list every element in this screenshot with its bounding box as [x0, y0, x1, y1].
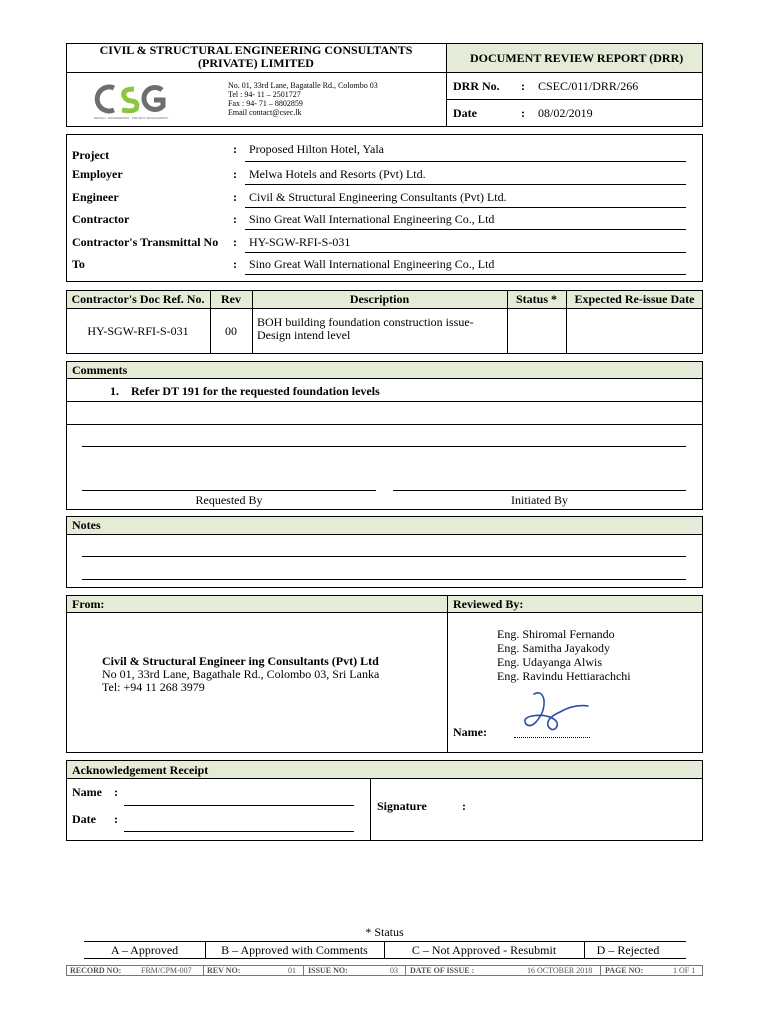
- from-address: No 01, 33rd Lane, Bagathale Rd., Colombo 03, Sri Lanka: [102, 667, 380, 681]
- reviewer-name-label: Name:: [453, 725, 487, 739]
- company-name-line1: CIVIL & STRUCTURAL ENGINEERING CONSULTANTS: [99, 43, 413, 57]
- employer-colon: :: [233, 167, 237, 181]
- report-title: DOCUMENT REVIEW REPORT (DRR): [470, 51, 684, 65]
- transmittal-colon: :: [233, 235, 237, 249]
- reviewer-3: Eng. Udayanga Alwis: [497, 655, 602, 669]
- date-colon: :: [521, 106, 525, 120]
- date-value: 08/02/2019: [538, 106, 593, 120]
- col-header-status: Status *: [515, 292, 557, 306]
- comments-header: Comments: [72, 363, 128, 377]
- page-no-value: 1 OF 1: [673, 966, 696, 975]
- ack-date-label: Date: [72, 812, 96, 826]
- engineer-label: Engineer: [72, 190, 119, 204]
- ack-signature-colon: :: [462, 799, 466, 813]
- company-name: [66, 44, 446, 70]
- from-tel: Tel: +94 11 268 3979: [102, 680, 205, 694]
- notes-header: Notes: [72, 518, 101, 532]
- issue-no-label: ISSUE NO:: [308, 966, 348, 975]
- reviewed-header: Reviewed By:: [453, 597, 524, 611]
- from-header: From:: [72, 597, 105, 611]
- contractor-colon: :: [233, 212, 237, 226]
- reviewer-4: Eng. Ravindu Hettiarachchi: [497, 669, 631, 683]
- rev-no-label: REV NO:: [207, 966, 241, 975]
- company-name-line2: (PRIVATE) LIMITED: [198, 56, 314, 70]
- initiated-by-label: Initiated By: [511, 493, 568, 507]
- from-company-name: Civil & Structural Engineer ing Consultants (Pvt) Ltd: [102, 654, 379, 668]
- company-fax: Fax : 94- 71 – 8802859: [228, 99, 303, 108]
- date-label: Date: [453, 106, 477, 120]
- transmittal-value: HY-SGW-RFI-S-031: [249, 235, 351, 249]
- status-a: A – Approved: [110, 943, 179, 957]
- ack-name-colon: :: [114, 785, 118, 799]
- from-details: [102, 655, 379, 694]
- page-no-label: PAGE NO:: [605, 966, 644, 975]
- engineer-value: Civil & Structural Engineering Consultants (Pvt) Ltd.: [249, 190, 507, 204]
- record-no-label: RECORD NO:: [70, 966, 122, 975]
- ack-signature-label: Signature: [377, 799, 427, 813]
- signature-scribble-icon: [512, 688, 592, 738]
- date-issue-label: DATE OF ISSUE :: [410, 966, 475, 975]
- col-header-rev: Rev: [221, 292, 241, 306]
- reviewer-list: [497, 627, 631, 683]
- contractor-value: Sino Great Wall International Engineering Co., Ltd: [249, 212, 495, 226]
- status-d: D – Rejected: [596, 943, 660, 957]
- col-header-reissue: Expected Re-issue Date: [574, 292, 695, 306]
- status-legend-title: * Status: [365, 925, 404, 939]
- col-header-ref: Contractor's Doc Ref. No.: [71, 292, 205, 306]
- drr-value: CSEC/011/DRR/266: [538, 79, 639, 93]
- to-value: Sino Great Wall International Engineering Co., Ltd: [249, 257, 495, 271]
- drr-colon: :: [521, 79, 525, 93]
- status-c: C – Not Approved - Resubmit: [411, 943, 557, 957]
- to-colon: :: [233, 257, 237, 271]
- col-header-description: Description: [349, 292, 410, 306]
- to-label: To: [72, 257, 85, 271]
- project-colon: :: [233, 142, 237, 156]
- logo-tagline: DESIGN · ENGINEERING · PROJECT MANAGEMENT: [94, 116, 169, 120]
- reviewer-2: Eng. Samitha Jayakody: [497, 641, 610, 655]
- status-b: B – Approved with Comments: [221, 943, 368, 957]
- record-no-value: FRM/CPM-007: [141, 966, 192, 975]
- contractor-label: Contractor: [72, 212, 130, 226]
- company-email: Email contact@csec.lk: [228, 108, 302, 117]
- company-address: No. 01, 33rd Lane, Bagatalle Rd., Colombo 03: [228, 81, 378, 90]
- company-logo: [92, 78, 172, 120]
- date-issue-value: 16 OCTOBER 2018: [527, 966, 593, 975]
- ack-header: Acknowledgement Receipt: [72, 763, 209, 777]
- logo-icon: [92, 78, 172, 120]
- company-tel: Tel : 94- 11 – 2501727: [228, 90, 301, 99]
- ack-date-colon: :: [114, 812, 118, 826]
- signature-image: [512, 688, 592, 738]
- project-label: Project: [72, 148, 110, 162]
- row-ref: HY-SGW-RFI-S-031: [87, 324, 189, 338]
- row-rev: 00: [225, 324, 237, 338]
- ack-name-label: Name: [72, 785, 102, 799]
- employer-value: Melwa Hotels and Resorts (Pvt) Ltd.: [249, 167, 426, 181]
- project-value: Proposed Hilton Hotel, Yala: [249, 142, 384, 156]
- engineer-colon: :: [233, 190, 237, 204]
- row-description: [257, 316, 505, 342]
- employer-label: Employer: [72, 167, 123, 181]
- drr-label: DRR No.: [453, 79, 500, 93]
- rev-no-value: 01: [288, 966, 296, 975]
- transmittal-label: Contractor's Transmittal No: [72, 235, 219, 249]
- company-contact: [228, 81, 438, 117]
- requested-by-label: Requested By: [195, 493, 263, 507]
- reviewer-1: Eng. Shiromal Fernando: [497, 627, 615, 641]
- issue-no-value: 03: [390, 966, 398, 975]
- row-description-line1: BOH building foundation construction issue-: [257, 315, 474, 329]
- comment-item-1: 1. Refer DT 191 for the requested foundation levels: [110, 384, 380, 398]
- row-description-line2: Design intend level: [257, 328, 351, 342]
